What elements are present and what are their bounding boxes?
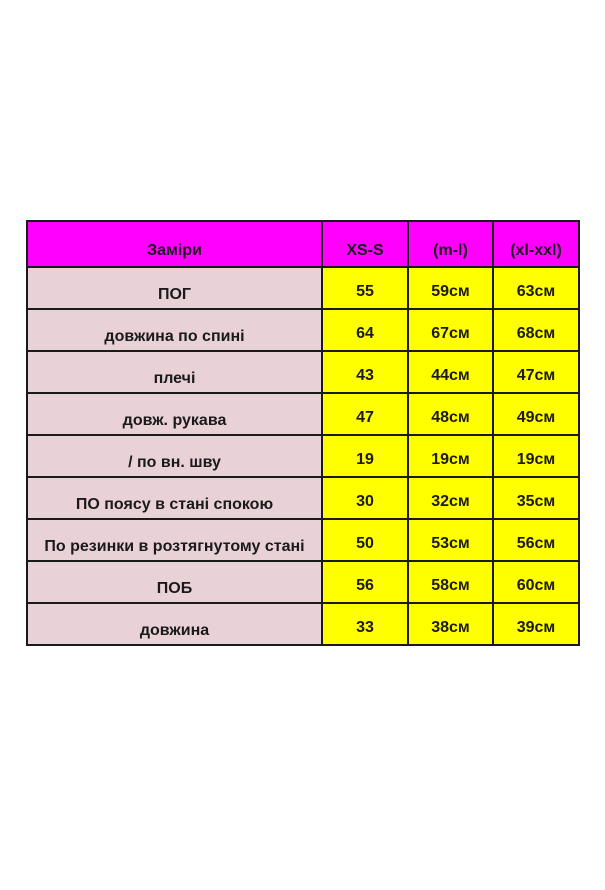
cell-value: 56см xyxy=(516,535,556,552)
row-label-cell xyxy=(27,561,322,603)
value-cell xyxy=(493,477,579,519)
value-cell xyxy=(493,435,579,477)
cell-value: 48см xyxy=(431,409,470,426)
row-label: По резинки в розтягнутому стані xyxy=(44,538,305,555)
value-cell xyxy=(493,393,579,435)
value-cell xyxy=(493,309,579,351)
value-cell xyxy=(322,351,408,393)
table-row xyxy=(27,267,579,309)
cell-value: 67см xyxy=(431,325,470,342)
row-label-cell xyxy=(27,267,322,309)
row-label: ПОБ xyxy=(156,580,193,597)
header-label: XS-S xyxy=(346,242,384,259)
table-row xyxy=(27,477,579,519)
table-row xyxy=(27,393,579,435)
value-cell xyxy=(408,519,493,561)
value-cell xyxy=(408,435,493,477)
header-label: (xl-xxl) xyxy=(510,242,562,259)
cell-value: 30 xyxy=(356,493,374,510)
row-label: ПО поясу в стані спокою xyxy=(75,496,274,513)
cell-value: 53см xyxy=(431,535,470,552)
cell-value: 38см xyxy=(431,619,470,636)
value-cell xyxy=(322,477,408,519)
value-cell xyxy=(408,477,493,519)
row-label: довжина по спині xyxy=(104,328,245,345)
value-cell xyxy=(322,309,408,351)
cell-value: 56 xyxy=(356,577,374,594)
row-label-cell xyxy=(27,309,322,351)
header-row xyxy=(27,221,579,267)
header-label: Заміри xyxy=(147,242,202,259)
table-row xyxy=(27,435,579,477)
header-cell-size xyxy=(493,221,579,267)
cell-value: 64 xyxy=(356,325,374,342)
value-cell xyxy=(493,603,579,645)
table-row xyxy=(27,603,579,645)
cell-value: 32см xyxy=(431,493,470,510)
table-row xyxy=(27,309,579,351)
header-cell-size xyxy=(408,221,493,267)
value-cell xyxy=(322,561,408,603)
row-label-cell xyxy=(27,435,322,477)
table-row xyxy=(27,561,579,603)
cell-value: 19 xyxy=(356,451,374,468)
table-row xyxy=(27,519,579,561)
cell-value: 39см xyxy=(516,619,556,636)
cell-value: 19см xyxy=(431,451,470,468)
row-label: / по вн. шву xyxy=(128,454,221,471)
row-label-cell xyxy=(27,477,322,519)
value-cell xyxy=(493,561,579,603)
value-cell xyxy=(322,519,408,561)
value-cell xyxy=(408,603,493,645)
row-label: довж. рукава xyxy=(122,412,227,429)
size-chart-table xyxy=(26,220,580,646)
value-cell xyxy=(408,561,493,603)
value-cell xyxy=(322,603,408,645)
value-cell xyxy=(408,267,493,309)
value-cell xyxy=(408,351,493,393)
cell-value: 68см xyxy=(516,325,556,342)
cell-value: 35см xyxy=(516,493,556,510)
row-label-cell xyxy=(27,603,322,645)
row-label-cell xyxy=(27,519,322,561)
header-cell-measurements xyxy=(27,221,322,267)
value-cell xyxy=(322,267,408,309)
value-cell xyxy=(322,435,408,477)
cell-value: 55 xyxy=(356,283,374,300)
value-cell xyxy=(408,309,493,351)
cell-value: 44см xyxy=(431,367,470,384)
row-label-cell xyxy=(27,393,322,435)
value-cell xyxy=(493,519,579,561)
cell-value: 43 xyxy=(356,367,374,384)
size-chart-body xyxy=(27,221,579,645)
cell-value: 33 xyxy=(356,619,374,636)
value-cell xyxy=(322,393,408,435)
row-label: плечі xyxy=(153,370,196,387)
cell-value: 47 xyxy=(356,409,374,426)
value-cell xyxy=(493,351,579,393)
value-cell xyxy=(493,267,579,309)
cell-value: 59см xyxy=(431,283,470,300)
row-label: ПОГ xyxy=(157,286,191,303)
cell-value: 60см xyxy=(516,577,556,594)
value-cell xyxy=(408,393,493,435)
row-label: довжина xyxy=(139,622,210,639)
header-label: (m-l) xyxy=(433,242,468,259)
cell-value: 49см xyxy=(516,409,556,426)
header-cell-size xyxy=(322,221,408,267)
cell-value: 63см xyxy=(516,283,556,300)
table-row xyxy=(27,351,579,393)
cell-value: 58см xyxy=(431,577,470,594)
cell-value: 47см xyxy=(516,367,556,384)
cell-value: 50 xyxy=(356,535,374,552)
row-label-cell xyxy=(27,351,322,393)
cell-value: 19см xyxy=(516,451,556,468)
